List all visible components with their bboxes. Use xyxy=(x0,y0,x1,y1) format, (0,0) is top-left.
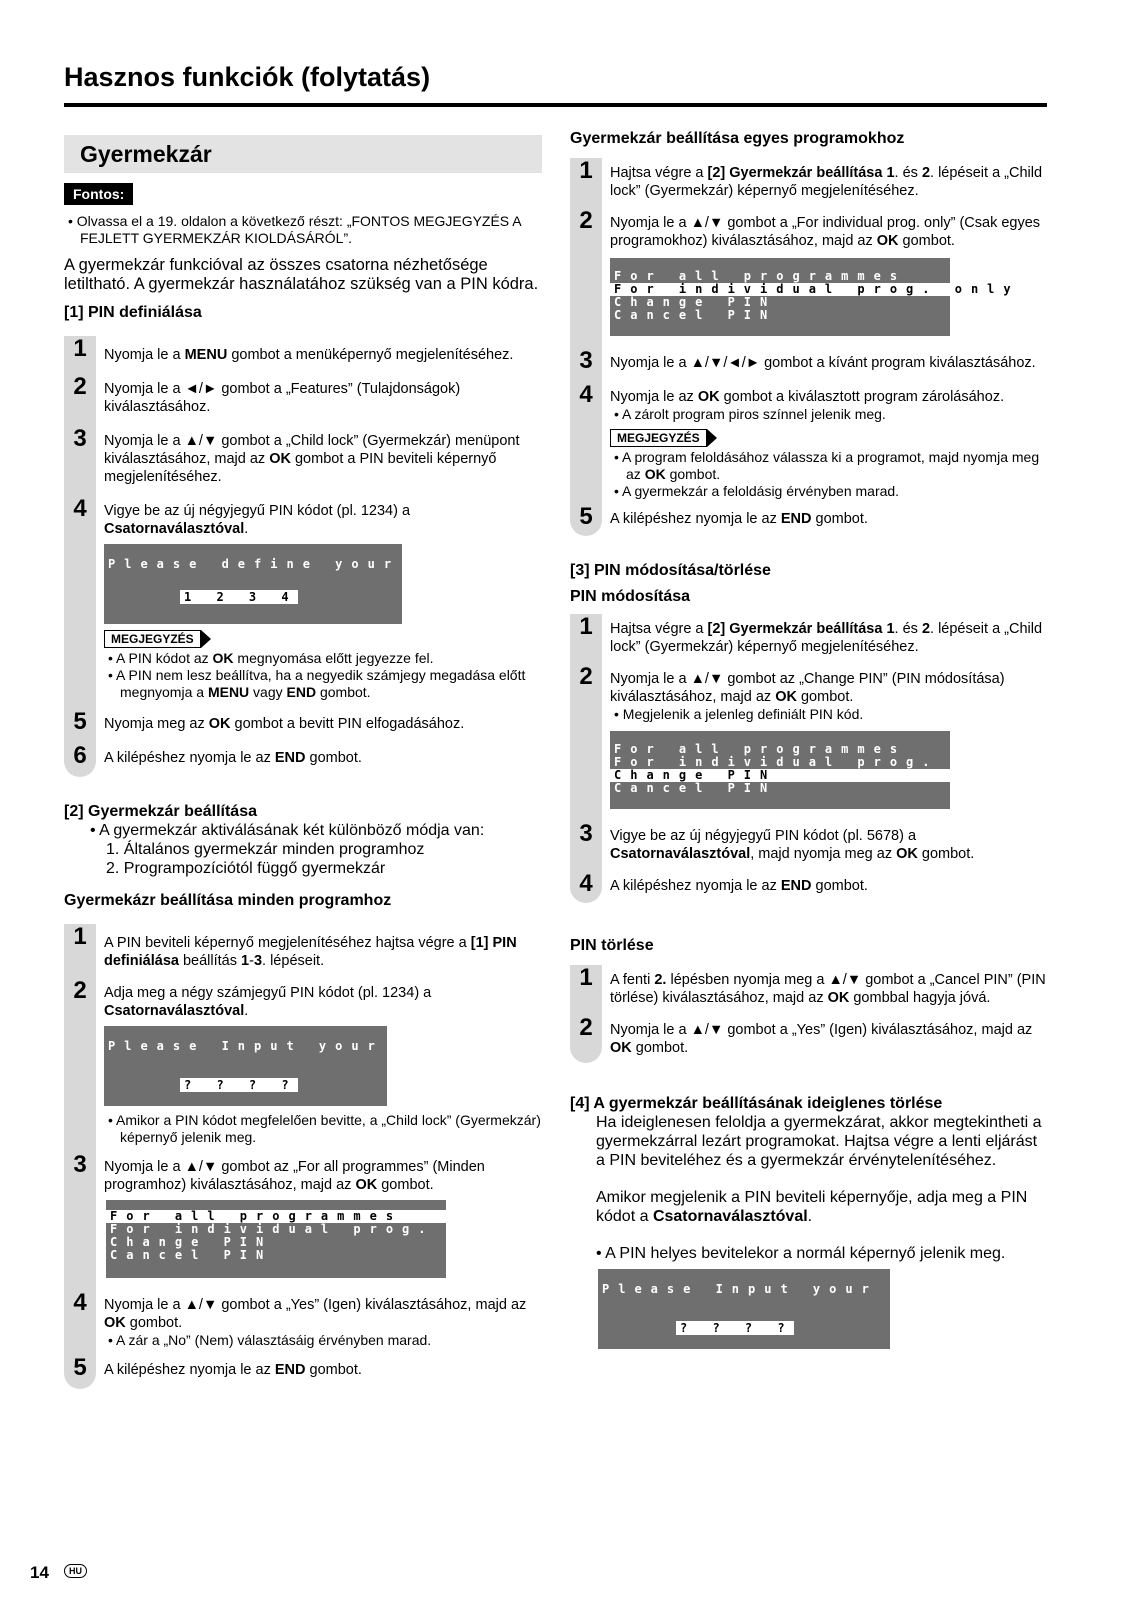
menu-item: Change PIN xyxy=(610,769,950,782)
page-title: Hasznos funkciók (folytatás) xyxy=(64,62,431,92)
title-rule xyxy=(64,103,1047,107)
section-2-item: 2. Programpozíciótól függő gyermekzár xyxy=(106,860,386,877)
pin-input-screen: Please Input your PIN ? ? ? ? xyxy=(598,1269,890,1349)
step-number: 5 xyxy=(73,708,87,735)
step-number: 2 xyxy=(73,977,87,1004)
step: 3 Vigye be az új négyjegyű PIN kódot (pl. 5678) a Csatornaválasztóval, majd nyomja meg az OK gombot. xyxy=(570,821,1048,863)
step: 2 Nyomja le a ◄/► gombot a „Features” (Tulajdonságok) kiválasztásához. xyxy=(64,374,544,416)
menu-item: Change PIN xyxy=(110,1235,273,1249)
left-column xyxy=(64,130,544,1389)
step-number: 4 xyxy=(73,495,87,522)
step: 5 A kilépéshez nyomja le az END gombot. xyxy=(64,1355,544,1389)
steps-change-pin xyxy=(570,614,1048,903)
section-2-title: [2] Gyermekzár beállítása xyxy=(64,803,257,820)
intro-paragraph: A gyermekzár funkcióval az összes csatorna nézhetősége letiltható. A gyermekzár használatához szükség van a PIN kódra. xyxy=(64,256,539,293)
step-number: 2 xyxy=(579,1014,593,1041)
section-4-title: [4] A gyermekzár beállításának ideiglenes törlése xyxy=(570,1095,943,1112)
step-number: 4 xyxy=(73,1289,87,1316)
individual-prog-title: Gyermekzár beállítása egyes programokhoz xyxy=(570,130,905,147)
steps-individual xyxy=(570,158,1048,536)
step: 3 Nyomja le a ▲/▼ gombot a „Child lock” (Gyermekzár) menüpont kiválasztásához, majd az OK gombot a PIN beviteli képernyő megjelenítéséhez. xyxy=(64,426,544,486)
step-number: 1 xyxy=(579,613,593,640)
section-2-item: 1. Általános gyermekzár minden programhoz xyxy=(106,841,425,858)
step-number: 1 xyxy=(579,964,593,991)
menu-item: Change PIN xyxy=(614,295,777,309)
menu-item: For all programmes xyxy=(106,1210,446,1223)
step: 4 A kilépéshez nyomja le az END gombot. xyxy=(570,871,1048,903)
note-item: • A program feloldásához válassza ki a programot, majd nyomja meg az OK gombot. xyxy=(614,449,1040,482)
menu-item: For all programmes xyxy=(614,269,907,283)
step-number: 1 xyxy=(579,157,593,184)
steps-all-programmes xyxy=(64,924,544,1389)
note-item: • A PIN nem lesz beállítva, ha a negyedik számjegy megadása előtt megnyomja a MENU vagy END gombot. xyxy=(108,667,526,700)
section-2-bullet: • A gyermekzár aktiválásának két különböző módja van: xyxy=(90,822,485,839)
child-lock-menu-screen xyxy=(610,258,1020,336)
section-3-subtitle: PIN törlése xyxy=(570,937,654,954)
child-lock-menu-screen xyxy=(610,731,1020,809)
menu-item: For individual prog. only xyxy=(110,1222,516,1236)
step: 1 Hajtsa végre a [2] Gyermekzár beállítása 1. és 2. lépéseit a „Child lock” (Gyermekzár) képernyő megjelenítéséhez. xyxy=(570,614,1048,656)
step: 3 Nyomja le a ▲/▼/◄/► gombot a kívánt program kiválasztásához. xyxy=(570,348,1048,374)
section-4-bullet: • A PIN helyes bevitelekor a normál képernyő jelenik meg. xyxy=(596,1245,1006,1262)
steps-pin-define xyxy=(64,336,544,777)
step: 2 Nyomja le a ▲/▼ gombot a „For individual prog. only” (Csak egyes programokhoz) kiválasztásához, majd az OK gombot. xyxy=(570,208,1048,250)
step-number: 3 xyxy=(579,347,593,374)
menu-item: For individual prog. only xyxy=(610,283,950,296)
step: 1 Hajtsa végre a [2] Gyermekzár beállítása 1. és 2. lépéseit a „Child lock” (Gyermekzár) képernyő megjelenítéséhez. xyxy=(570,158,1048,200)
step: 3 Nyomja le a ▲/▼ gombot az „For all programmes” (Minden programhoz) kiválasztásához, majd az OK gombot. xyxy=(64,1152,544,1194)
child-lock-menu-screen xyxy=(106,1200,516,1278)
step: 1 A PIN beviteli képernyő megjelenítéséhez hajtsa végre a [1] PIN definiálása beállítás 1-3. lépéseit. xyxy=(64,924,544,970)
step-number: 2 xyxy=(73,373,87,400)
important-note: • Olvassa el a 19. oldalon a következő részt: „FONTOS MEGJEGYZÉS A FEJLETT GYERMEKZÁR KIOLDÁSÁRÓL”. xyxy=(68,213,521,246)
step-number: 1 xyxy=(73,335,87,362)
step: 4 Nyomja le az OK gombot a kiválasztott program zárolásához. • A zárolt program piros színnel jelenik meg. xyxy=(570,382,1048,423)
page-number: 14 xyxy=(30,1563,49,1582)
step: 2 Nyomja le a ▲/▼ gombot az „Change PIN” (PIN módosítása) kiválasztásához, majd az OK gombot. • Megjelenik a jelenleg definiált PIN kód. xyxy=(570,664,1048,723)
step-number: 3 xyxy=(579,820,593,847)
step: 4 Vigye be az új négyjegyű PIN kódot (pl. 1234) a Csatornaválasztóval. xyxy=(64,496,544,538)
section-3-subtitle: PIN módosítása xyxy=(570,588,691,605)
menu-item: Cancel PIN xyxy=(614,781,777,795)
section-banner: Gyermekzár xyxy=(64,135,542,173)
steps-cancel-pin xyxy=(570,965,1048,1063)
step: 1 Nyomja le a MENU gombot a menüképernyő megjelenítéséhez. xyxy=(64,336,544,364)
pin-input-screen: Please Input your PIN ? ? ? ? xyxy=(104,1026,387,1106)
step-number: 6 xyxy=(73,742,87,769)
step-number: 2 xyxy=(579,207,593,234)
section-4-paragraph: Ha ideiglenesen feloldja a gyermekzárat, akkor megtekintheti a gyermekzárral lezárt programokat. Hajtsa végre a lenti eljárást a PIN beviteléhez és a gyermekzár érvénytelenítéséhez. xyxy=(596,1114,1042,1169)
note-item: • Amikor a PIN kódot megfelelően bevitte, a „Child lock” (Gyermekzár) képernyő jelenik meg. xyxy=(108,1112,541,1145)
step: 2 Nyomja le a ▲/▼ gombot a „Yes” (Igen) kiválasztásához, majd az OK gombot. xyxy=(570,1015,1048,1063)
step-number: 4 xyxy=(579,381,593,408)
note-item: • A PIN kódot az OK megnyomása előtt jegyezze fel. xyxy=(108,650,434,666)
pin-define-screen: Please define your PIN 1 2 3 4 xyxy=(104,544,402,624)
section-1-title: [1] PIN definiálása xyxy=(64,304,202,321)
menu-item: For individual prog. only xyxy=(614,755,1020,769)
step: 5 Nyomja meg az OK gombot a bevitt PIN elfogadásához. xyxy=(64,709,544,735)
section-3-title: [3] PIN módosítása/törlése xyxy=(570,562,771,579)
step-number: 5 xyxy=(73,1354,87,1381)
note-label: MEGJEGYZÉS xyxy=(610,429,707,447)
note-label: MEGJEGYZÉS xyxy=(104,630,201,648)
step-number: 2 xyxy=(579,663,593,690)
step: 5 A kilépéshez nyomja le az END gombot. xyxy=(570,504,1048,536)
important-label: Fontos: xyxy=(64,183,133,205)
step-number: 5 xyxy=(579,503,593,530)
note-item: • A gyermekzár a feloldásig érvényben marad. xyxy=(614,483,900,499)
right-column xyxy=(570,130,1048,1349)
section-2-subtitle: Gyermekázr beállítása minden programhoz xyxy=(64,892,392,909)
menu-item: Cancel PIN xyxy=(110,1248,273,1262)
step-number: 3 xyxy=(73,425,87,452)
step-number: 1 xyxy=(73,923,87,950)
step-number: 4 xyxy=(579,870,593,897)
step: 1 A fenti 2. lépésben nyomja meg a ▲/▼ gombot a „Cancel PIN” (PIN törlése) kiválasztásához, majd az OK gombbal hagyja jóvá. xyxy=(570,965,1048,1007)
section-4-paragraph: Amikor megjelenik a PIN beviteli képernyője, adja meg a PIN kódot a Csatornaválasztóval. xyxy=(596,1189,1028,1225)
step: 4 Nyomja le a ▲/▼ gombot a „Yes” (Igen) kiválasztásához, majd az OK gombot. • A zár a „No” (Nem) választásáig érvényben marad. xyxy=(64,1290,544,1349)
step: 2 Adja meg a négy számjegyű PIN kódot (pl. 1234) a Csatornaválasztóval. xyxy=(64,978,544,1020)
step-number: 3 xyxy=(73,1151,87,1178)
step: 6 A kilépéshez nyomja le az END gombot. xyxy=(64,743,544,777)
language-badge: HU xyxy=(64,1564,87,1578)
menu-item: For all programmes xyxy=(614,742,907,756)
menu-item: Cancel PIN xyxy=(614,308,777,322)
